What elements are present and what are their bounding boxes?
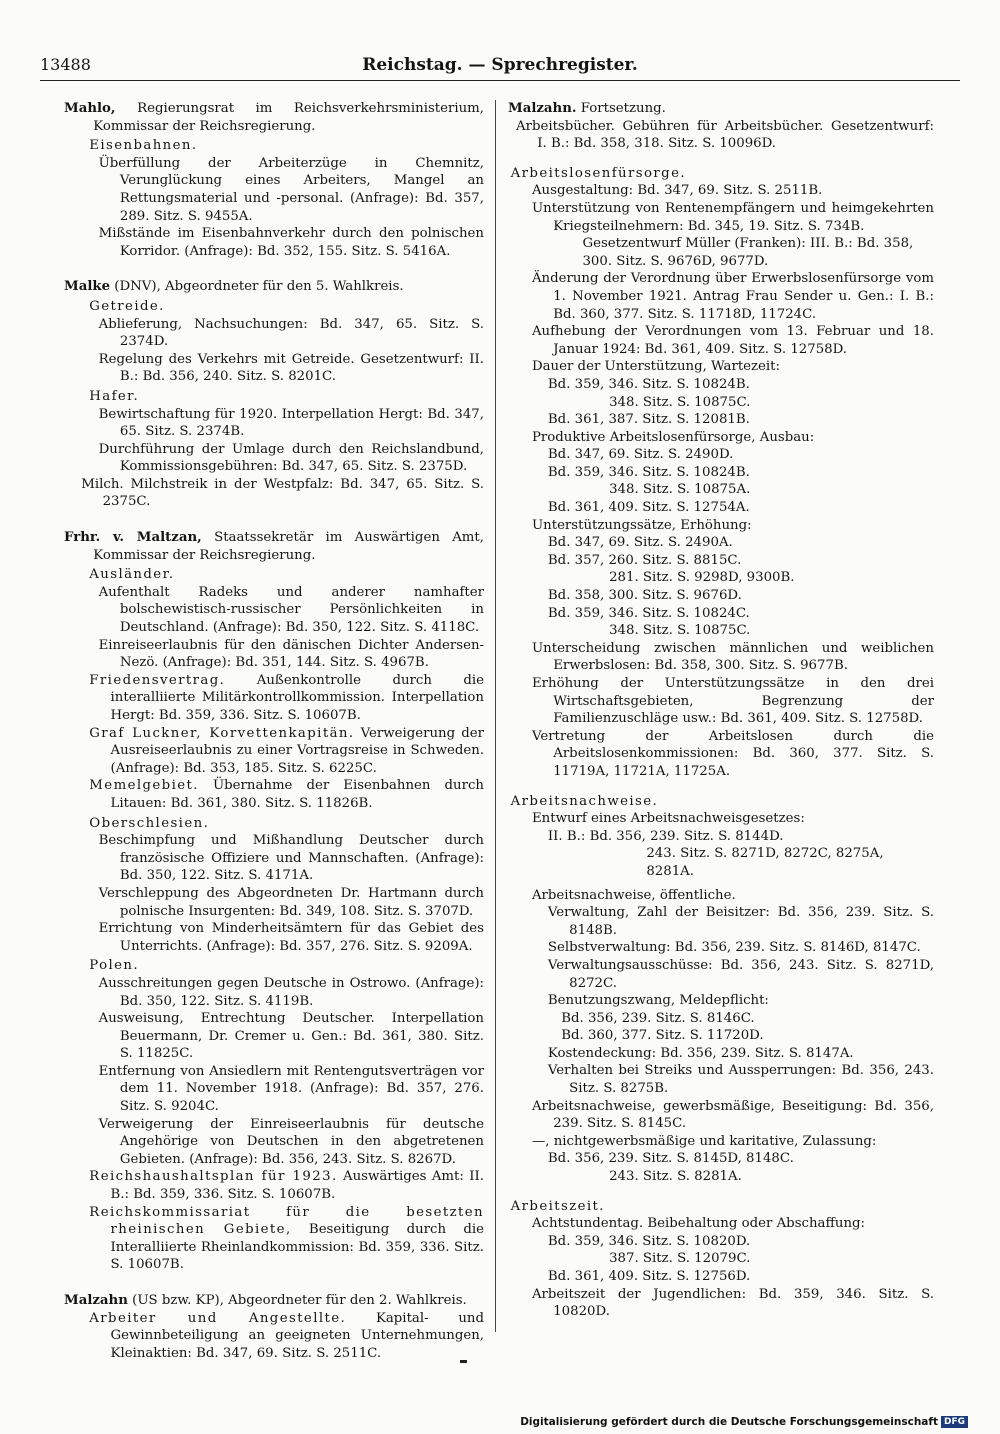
list-item: Achtstundentag. Beibehaltung oder Abschaffung:	[531, 1216, 866, 1232]
category: Oberschlesien.	[89, 815, 210, 831]
category: Arbeiter und Angestellte.	[89, 1310, 347, 1326]
list-item: Ausgestaltung: Bd. 347, 69. Sitz. S. 2511B.	[531, 183, 823, 199]
entry-maltzan	[64, 529, 484, 1274]
list-item: Beschimpfung und Mißhandlung Deutscher durch französische Offiziere und Mannschaften. (Anfrage): Bd. 350, 122. Sitz. S. 4171A.	[98, 833, 484, 884]
list-item: Erhöhung der Unterstützungssätze in den drei Wirtschaftsgebieten, Begrenzung der Familienzuschläge usw.: Bd. 361, 409. Sitz. S. 12758D.	[531, 676, 934, 727]
page-header	[40, 55, 960, 81]
list-item: Mißstände im Eisenbahnverkehr durch den polnischen Korridor. (Anfrage): Bd. 352, 155. Sitz. S. 5416A.	[98, 226, 484, 259]
list-item: Benutzungszwang, Meldepflicht:	[547, 993, 769, 1009]
category: Graf Luckner, Korvettenkapitän.	[89, 725, 355, 741]
list-item: Ausschreitungen gegen Deutsche in Ostrowo. (Anfrage): Bd. 350, 122. Sitz. S. 4119B.	[98, 975, 484, 1009]
list-item: Bd. 361, 387. Sitz. S. 12081B.	[547, 412, 750, 428]
list-item: Vertretung der Arbeitslosen durch die Arbeitslosenkommissionen: Bd. 360, 377. Sitz. S. 11719A, 11721A, 11725A.	[531, 728, 934, 779]
list-item: Bewirtschaftung für 1920. Interpellation Hergt: Bd. 347, 65. Sitz. S. 2374B.	[98, 406, 484, 440]
entry-name: Malzahn	[64, 1293, 128, 1308]
footer-text: Digitalisierung gefördert durch die Deutsche Forschungsgemeinschaft	[520, 1416, 938, 1428]
left-column	[64, 100, 484, 1380]
category: Getreide.	[89, 298, 165, 314]
list-item: Dauer der Unterstützung, Wartezeit:	[531, 359, 780, 375]
entry-malzahn	[64, 1292, 484, 1362]
list-item: Bd. 358, 300. Sitz. S. 9676D.	[547, 588, 742, 604]
list-item: Bd. 359, 346. Sitz. S. 10824C.	[547, 605, 750, 621]
category: Ausländer.	[89, 567, 175, 583]
list-item: Bd. 356, 239. Sitz. S. 8145D, 8148C.	[547, 1151, 794, 1167]
entry-desc: (DNV), Abgeordneter für den 5. Wahlkreis.	[114, 279, 404, 295]
list-item: Arbeitszeit der Jugendlichen: Bd. 359, 346. Sitz. S. 10820D.	[531, 1286, 934, 1320]
list-item: 281. Sitz. S. 9298D, 9300B.	[609, 570, 795, 586]
list-item: Änderung der Verordnung über Erwerbslosenfürsorge vom 1. November 1921. Antrag Frau Sender u. Gen.: I. B.: Bd. 360, 377. Sitz. S. 11718D, 11724C.	[531, 271, 934, 322]
continued-label: Fortsetzung.	[580, 101, 666, 116]
category: Eisenbahnen.	[89, 138, 198, 154]
print-mark	[460, 1360, 467, 1363]
footer	[520, 1416, 968, 1428]
list-item: Arbeitsnachweise, öffentliche.	[531, 887, 736, 903]
list-item: —, nichtgewerbsmäßige und karitative, Zulassung:	[531, 1133, 877, 1149]
category: Friedensvertrag.	[89, 672, 226, 688]
list-item: Selbstverwaltung: Bd. 356, 239. Sitz. S. 8146D, 8147C.	[547, 940, 921, 956]
dfg-logo: DFG	[941, 1416, 968, 1428]
list-item: Bd. 359, 346. Sitz. S. 10820D.	[547, 1233, 751, 1249]
list-item: Kostendeckung: Bd. 356, 239. Sitz. S. 8147A.	[547, 1045, 854, 1061]
page-number: 13488	[40, 55, 91, 74]
list-item: Überfüllung der Arbeiterzüge in Chemnitz, Verunglückung eines Arbeiters, Mangel an Rettungsmaterial und -personal. (Anfrage): Bd. 357, 289. Sitz. S. 9455A.	[98, 155, 484, 224]
list-item: Außenkontrolle durch die interalliierte Militärkontrollkommission. Interpellation Hergt: Bd. 359, 336. Sitz. S. 10607B.	[110, 672, 485, 723]
list-item: Gesetzentwurf Müller (Franken): III. B.: Bd. 358, 300. Sitz. S. 9676D, 9677D.	[582, 236, 914, 269]
category: Reichshaushaltsplan für 1923.	[89, 1169, 338, 1185]
page-title: Reichstag. — Sprechregister.	[362, 55, 638, 75]
list-item: Arbeitsnachweise, gewerbsmäßige, Beseitigung: Bd. 356, 239. Sitz. S. 8145C.	[531, 1098, 934, 1132]
right-column	[508, 100, 934, 1321]
list-item: Unterstützungssätze, Erhöhung:	[531, 517, 752, 533]
list-item: Bd. 359, 346. Sitz. S. 10824B.	[547, 464, 750, 480]
list-item: Verwaltung, Zahl der Beisitzer: Bd. 356, 239. Sitz. S. 8148B.	[547, 905, 934, 938]
list-item: Bd. 361, 409. Sitz. S. 12756D.	[547, 1269, 751, 1284]
list-item: Bd. 356, 239. Sitz. S. 8146C.	[561, 1010, 755, 1026]
list-item: Kapital- und Gewinnbeteiligung an geeigneten Unternehmungen, Kleinaktien: Bd. 347, 69. Sitz. S. 2511C.	[110, 1310, 484, 1361]
entry-name: Mahlo,	[64, 101, 116, 116]
list-item: Bd. 347, 69. Sitz. S. 2490D.	[547, 447, 734, 463]
list-item: Durchführung der Umlage durch den Reichslandbund, Kommissionsgebühren: Bd. 347, 65. Sitz. S. 2375D.	[98, 441, 484, 475]
list-item: Entfernung von Ansiedlern mit Rentengutsverträgen vor dem 11. November 1918. (Anfrage): Bd. 357, 276. Sitz. S. 9204C.	[98, 1063, 484, 1115]
list-item: Milch. Milchstreik in der Westpfalz: Bd. 347, 65. Sitz. S. 2375C.	[81, 476, 484, 510]
list-item: Auswärtiges Amt: II. B.: Bd. 359, 336. Sitz. S. 10607B.	[110, 1169, 484, 1203]
list-item: 348. Sitz. S. 10875C.	[609, 394, 751, 410]
list-item: Verschleppung des Abgeordneten Dr. Hartmann durch polnische Insurgenten: Bd. 349, 108. Sitz. S. 3707D.	[98, 885, 484, 919]
entry-desc: Staatssekretär im Auswärtigen Amt, Kommissar der Reichsregierung.	[93, 530, 484, 563]
list-item: 348. Sitz. S. 10875C.	[609, 623, 751, 639]
list-item: Entwurf eines Arbeitsnachweisgesetzes:	[531, 811, 805, 827]
list-item: 387. Sitz. S. 12079C.	[609, 1251, 751, 1267]
list-item: Verwaltungsausschüsse: Bd. 356, 243. Sitz. S. 8271D, 8272C.	[547, 957, 934, 991]
category: Arbeitszeit.	[510, 1198, 605, 1214]
entry-name: Frhr. v. Maltzan,	[64, 530, 202, 546]
list-item: Bd. 347, 69. Sitz. S. 2490A.	[547, 535, 733, 551]
list-item: 348. Sitz. S. 10875A.	[609, 482, 751, 498]
category: Memelgebiet.	[89, 778, 199, 794]
list-item: Bd. 357, 260. Sitz. S. 8815C.	[547, 552, 742, 568]
list-item: Verhalten bei Streiks und Aussperrungen: Bd. 356, 243. Sitz. S. 8275B.	[547, 1063, 934, 1097]
list-item: Ablieferung, Nachsuchungen: Bd. 347, 65. Sitz. S. 2374D.	[98, 316, 484, 350]
list-item: Verweigerung der Einreiseerlaubnis für deutsche Angehörige von Deutschen in den abgetretenen Gebieten. (Anfrage): Bd. 356, 243. Sitz. S. 8267D.	[98, 1116, 484, 1167]
entry-malke	[64, 278, 484, 511]
list-item: II. B.: Bd. 356, 239. Sitz. S. 8144D.	[547, 828, 784, 844]
list-item: Verweigerung der Ausreiseerlaubnis zu einer Vortragsreise in Schweden. (Anfrage): Bd. 353, 185. Sitz. S. 6225C.	[110, 725, 484, 776]
header-rule	[40, 80, 960, 81]
list-item: Aufhebung der Verordnungen vom 13. Februar und 18. Januar 1924: Bd. 361, 409. Sitz. S. 12758D.	[531, 324, 934, 357]
list-item: 243. Sitz. S. 8271D, 8272C, 8275A, 8281A.	[646, 846, 884, 879]
list-item: Bd. 361, 409. Sitz. S. 12754A.	[547, 500, 750, 516]
list-item: Arbeitsbücher. Gebühren für Arbeitsbücher. Gesetzentwurf: I. B.: Bd. 358, 318. Sitz. S. 10096D.	[515, 118, 934, 152]
entry-desc: (US bzw. KP), Abgeordneter für den 2. Wahlkreis.	[132, 1293, 467, 1308]
column-divider	[495, 100, 496, 1332]
entry-mahlo	[64, 100, 484, 260]
list-item: Unterstützung von Rentenempfängern und heimgekehrten Kriegsteilnehmern: Bd. 345, 19. Sitz. S. 734B.	[531, 200, 934, 234]
list-item: Beseitigung durch die Interalliierte Rheinlandkommission: Bd. 359, 336. Sitz. S. 10607B.	[110, 1222, 484, 1273]
list-item: Bd. 359, 346. Sitz. S. 10824B.	[547, 376, 750, 392]
list-item: Produktive Arbeitslosenfürsorge, Ausbau:	[531, 429, 815, 445]
list-item: Aufenthalt Radeks und anderer namhafter bolschewistisch-russischer Persönlichkeiten in Deutschland. (Anfrage): Bd. 350, 122. Sitz. S. 4118C.	[98, 584, 484, 636]
entry-name: Malzahn.	[508, 101, 577, 116]
list-item: Übernahme der Eisenbahnen durch Litauen: Bd. 361, 380. Sitz. S. 11826B.	[110, 778, 484, 811]
list-item: Regelung des Verkehrs mit Getreide. Gesetzentwurf: II. B.: Bd. 356, 240. Sitz. S. 8201C.	[98, 351, 484, 385]
entry-name: Malke	[64, 279, 111, 295]
list-item: Unterscheidung zwischen männlichen und weiblichen Erwerbslosen: Bd. 358, 300. Sitz. S. 9677B.	[531, 640, 934, 674]
list-item: Ausweisung, Entrechtung Deutscher. Interpellation Beuermann, Dr. Cremer u. Gen.: Bd. 361, 380. Sitz. S. 11825C.	[98, 1011, 484, 1062]
list-item: Errichtung von Minderheitsämtern für das Gebiet des Unterrichts. (Anfrage): Bd. 357, 276. Sitz. S. 9209A.	[98, 921, 484, 954]
category: Polen.	[89, 958, 139, 974]
category: Arbeitsnachweise.	[510, 793, 659, 809]
list-item: Einreiseerlaubnis für den dänischen Dichter Andersen-Nezö. (Anfrage): Bd. 351, 144. Sitz. S. 4967B.	[98, 637, 484, 671]
category: Reichskommissariat für die besetzten rheinischen Gebiete,	[89, 1204, 484, 1238]
entry-desc: Regierungsrat im Reichsverkehrsministerium, Kommissar der Reichsregierung.	[93, 101, 485, 134]
category: Hafer.	[89, 388, 140, 404]
category: Arbeitslosenfürsorge.	[510, 165, 686, 181]
list-item: 243. Sitz. S. 8281A.	[609, 1169, 742, 1185]
list-item: Bd. 360, 377. Sitz. S. 11720D.	[561, 1028, 764, 1044]
